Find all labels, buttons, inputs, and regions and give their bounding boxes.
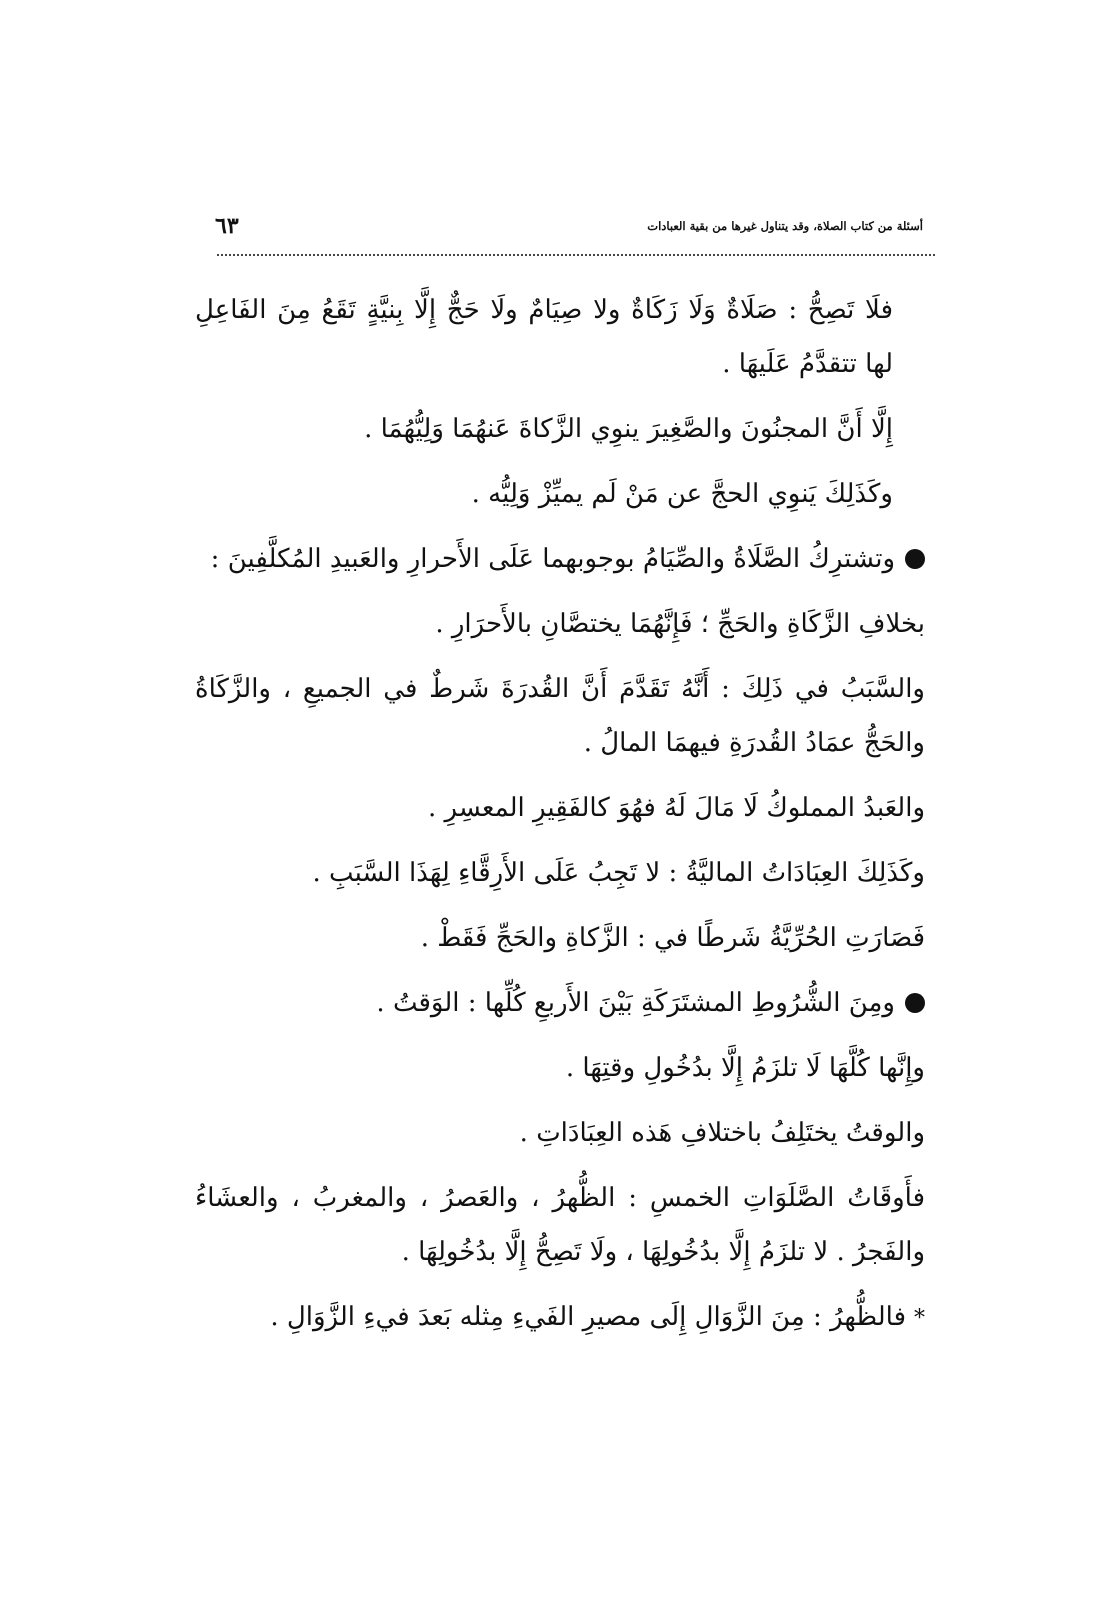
paragraph-7 (195, 781, 925, 835)
paragraph-text: فَصَارَتِ الحُرِّيَّةُ شَرطًا في : الزَّكاةِ والحَجِّ فَقَطْ . (420, 923, 925, 953)
paragraph-text: فلَا تَصِحُّ : صَلَاةٌ وَلَا زَكَاةٌ ولا صِيَامٌ ولَا حَجٌّ إِلَّا بِنيَّةٍ تَقَعُ مِنَ الفَاعِلِ لها تتقدَّمُ عَلَيهَا . (195, 295, 893, 379)
paragraph-text: فأَوقَاتُ الصَّلَوَاتِ الخمسِ : الظُّهرُ ، والعَصرُ ، والمغربُ ، والعشَاءُ والفَجرُ . لا تلزَمُ إِلَّا بدُخُولِهَا ، ولَا تَصِحُّ إِلَّا بدُخُولِهَا . (195, 1183, 925, 1267)
paragraph-8 (195, 846, 925, 900)
paragraph-3 (195, 467, 925, 521)
paragraph-text: فالظُّهرُ : مِنَ الزَّوَالِ إِلَى مصيرِ الفَيءِ مِثله بَعدَ فيءِ الزَّوَالِ . (270, 1302, 906, 1332)
paragraph-text: وتشترِكُ الصَّلَاةُ والصِّيَامُ بوجوبهما عَلَى الأَحرارِ والعَبيدِ المُكلَّفِينَ : (210, 544, 895, 574)
header-divider (217, 254, 935, 256)
page-body (195, 283, 925, 1357)
paragraph-text: والسَّبَبُ في ذَلِكَ : أَنَّهُ تَقَدَّمَ أَنَّ القُدرَةَ شَرطٌ في الجميعِ ، والزَّكَاةُ والحَجُّ عمَادُ القُدرَةِ فيهمَا المالُ . (195, 674, 925, 758)
paragraph-text: إِلَّا أَنَّ المجنُونَ والصَّغِيرَ ينوِي الزَّكاةَ عَنهُمَا وَلِيُّهُمَا . (364, 414, 893, 444)
paragraph-6 (195, 662, 925, 770)
running-head (215, 213, 935, 243)
paragraph-4 (195, 532, 925, 586)
running-head-title: أسئلة من كتاب الصلاة، وقد يتناول غيرها من بقية العبادات (647, 219, 923, 233)
paragraph-text: والعَبدُ المملوكُ لَا مَالَ لَهُ فهُوَ كالفَقِيرِ المعسِرِ . (427, 793, 925, 823)
paragraph-12 (195, 1106, 925, 1160)
paragraph-text: وكَذَلِكَ يَنوِي الحجَّ عن مَنْ لَم يميِّزْ وَلِيُّه . (471, 479, 893, 509)
asterisk-icon: * (914, 1306, 925, 1331)
page-number: ٦٣ (215, 213, 239, 239)
bullet-icon (905, 993, 925, 1013)
paragraph-text: ومِنَ الشُّرُوطِ المشتَرَكَةِ بَيْنَ الأَربعِ كُلِّها : الوَقتُ . (376, 988, 895, 1018)
paragraph-2 (195, 402, 925, 456)
paragraph-text: وكَذَلِكَ العِبَادَاتُ الماليَّةُ : لا تَجِبُ عَلَى الأَرِقَّاءِ لِهَذَا السَّبَبِ . (312, 858, 925, 888)
paragraph-text: والوقتُ يختَلِفُ باختلافِ هَذه العِبَادَاتِ . (519, 1118, 925, 1148)
paragraph-text: وإِنَّها كُلَّهَا لَا تلزَمُ إِلَّا بدُخُولِ وقتِهَا . (565, 1053, 925, 1083)
bullet-icon (905, 549, 925, 569)
paragraph-9 (195, 911, 925, 965)
paragraph-text: بخلافِ الزَّكَاةِ والحَجِّ ؛ فَإِنَّهُمَا يختصَّانِ بالأَحرَارِ . (435, 609, 925, 639)
paragraph-5 (195, 597, 925, 651)
paragraph-11 (195, 1041, 925, 1095)
paragraph-13 (195, 1171, 925, 1279)
paragraph-1 (195, 283, 925, 391)
paragraph-10 (195, 976, 925, 1030)
paragraph-14 (195, 1290, 925, 1346)
